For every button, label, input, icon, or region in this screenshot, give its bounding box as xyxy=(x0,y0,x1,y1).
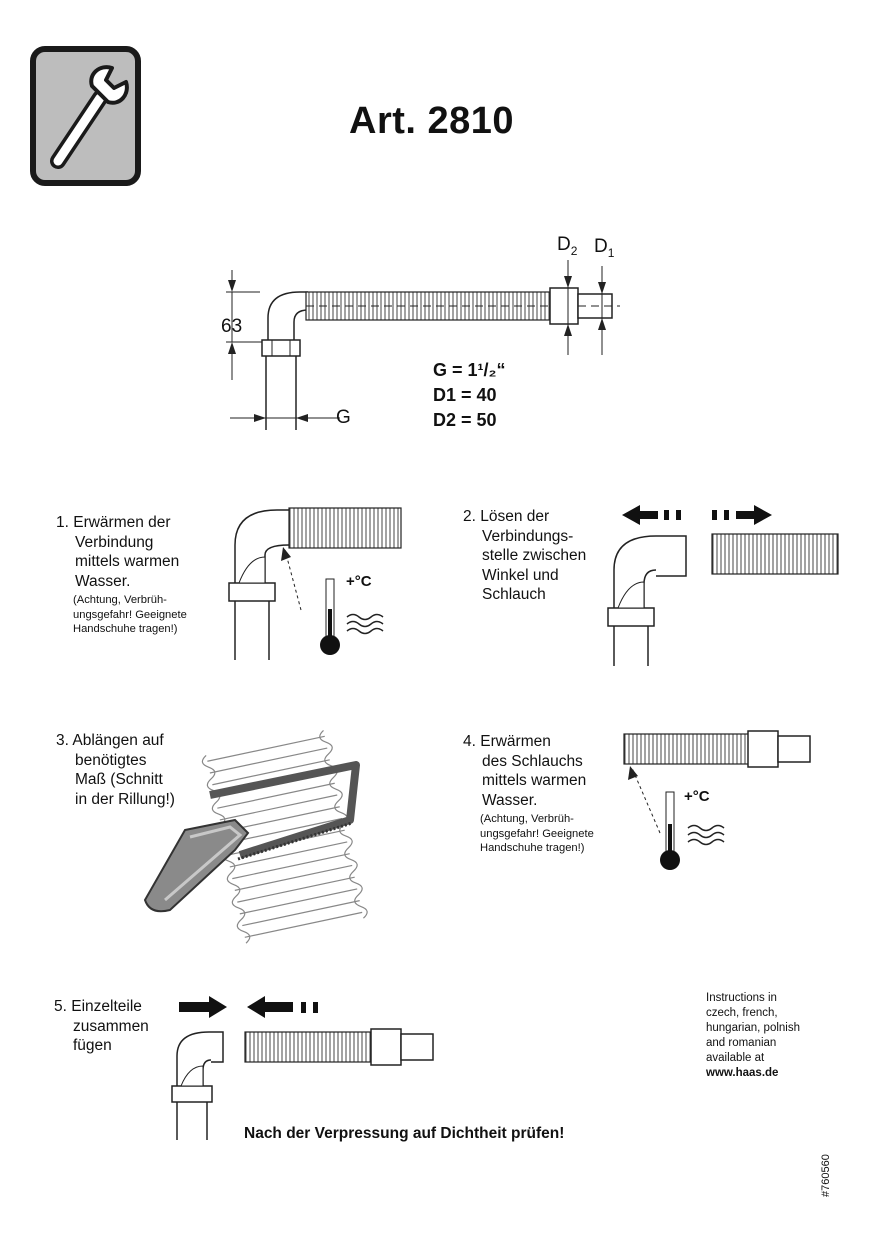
step-2-text: 2. Lösen der Verbindungs- stelle zwischen Winkel und Schlauch xyxy=(463,508,587,603)
dimension-63-label: 63 xyxy=(221,316,243,337)
step-5-illustration xyxy=(165,990,445,1140)
arrow-left-icon xyxy=(247,996,293,1018)
step-1-illustration xyxy=(225,505,425,665)
step-4-text: 4. Erwärmen des Schlauchs mittels warmen Wasser. (Achtung, Verbrüh- ungsgefahr! Geeignete Handschuhe tragen!) xyxy=(463,733,594,854)
step-4-illustration xyxy=(620,728,820,878)
instructions-note: Instructions in czech, french, hungarian, polnish and romanian available at www.haas.de xyxy=(706,992,800,1079)
dimension-d2-label: $D_2$ xyxy=(557,234,578,258)
wrench-icon-box xyxy=(30,46,142,186)
step-4-temperature: +°C xyxy=(684,788,710,805)
arrow-left-icon xyxy=(622,505,658,525)
dimension-g-label: G xyxy=(336,407,351,428)
page-title: Art. 2810 xyxy=(349,100,515,142)
spec-d2: D2 = 50 xyxy=(433,410,497,430)
step-3-text: 3. Ablängen auf benötigtes Maß (Schnitt in der Rillung!) xyxy=(56,732,175,808)
dimension-drawing xyxy=(200,230,640,440)
spec-g: G = 1¹/₂“ xyxy=(433,360,506,380)
website-link[interactable]: www.haas.de xyxy=(706,1067,779,1079)
step-1-note: (Achtung, Verbrüh- ungsgefahr! Geeignete Handschuhe tragen!) xyxy=(73,594,187,635)
document-number: #760560 xyxy=(820,1154,832,1197)
leak-check-notice: Nach der Verpressung auf Dichtheit prüfen! xyxy=(244,1125,565,1142)
arrow-right-icon xyxy=(179,996,227,1018)
step-2-illustration xyxy=(600,500,840,670)
step-1-temperature: +°C xyxy=(346,573,372,590)
spec-list xyxy=(433,358,506,433)
step-5-text: 5. Einzelteile zusammen fügen xyxy=(54,998,149,1054)
spec-d1: D1 = 40 xyxy=(433,385,497,405)
dimension-d1-label: $D_1$ xyxy=(594,236,615,260)
step-1-text: 1. Erwärmen der Verbindung mittels warmen Wasser. (Achtung, Verbrüh- ungsgefahr! Geeignete Handschuhe tragen!) xyxy=(56,514,187,635)
step-4-note: (Achtung, Verbrüh- ungsgefahr! Geeignete Handschuhe tragen!) xyxy=(480,813,594,854)
arrow-right-icon xyxy=(736,505,772,525)
step-3-hacksaw-illustration xyxy=(130,725,400,955)
